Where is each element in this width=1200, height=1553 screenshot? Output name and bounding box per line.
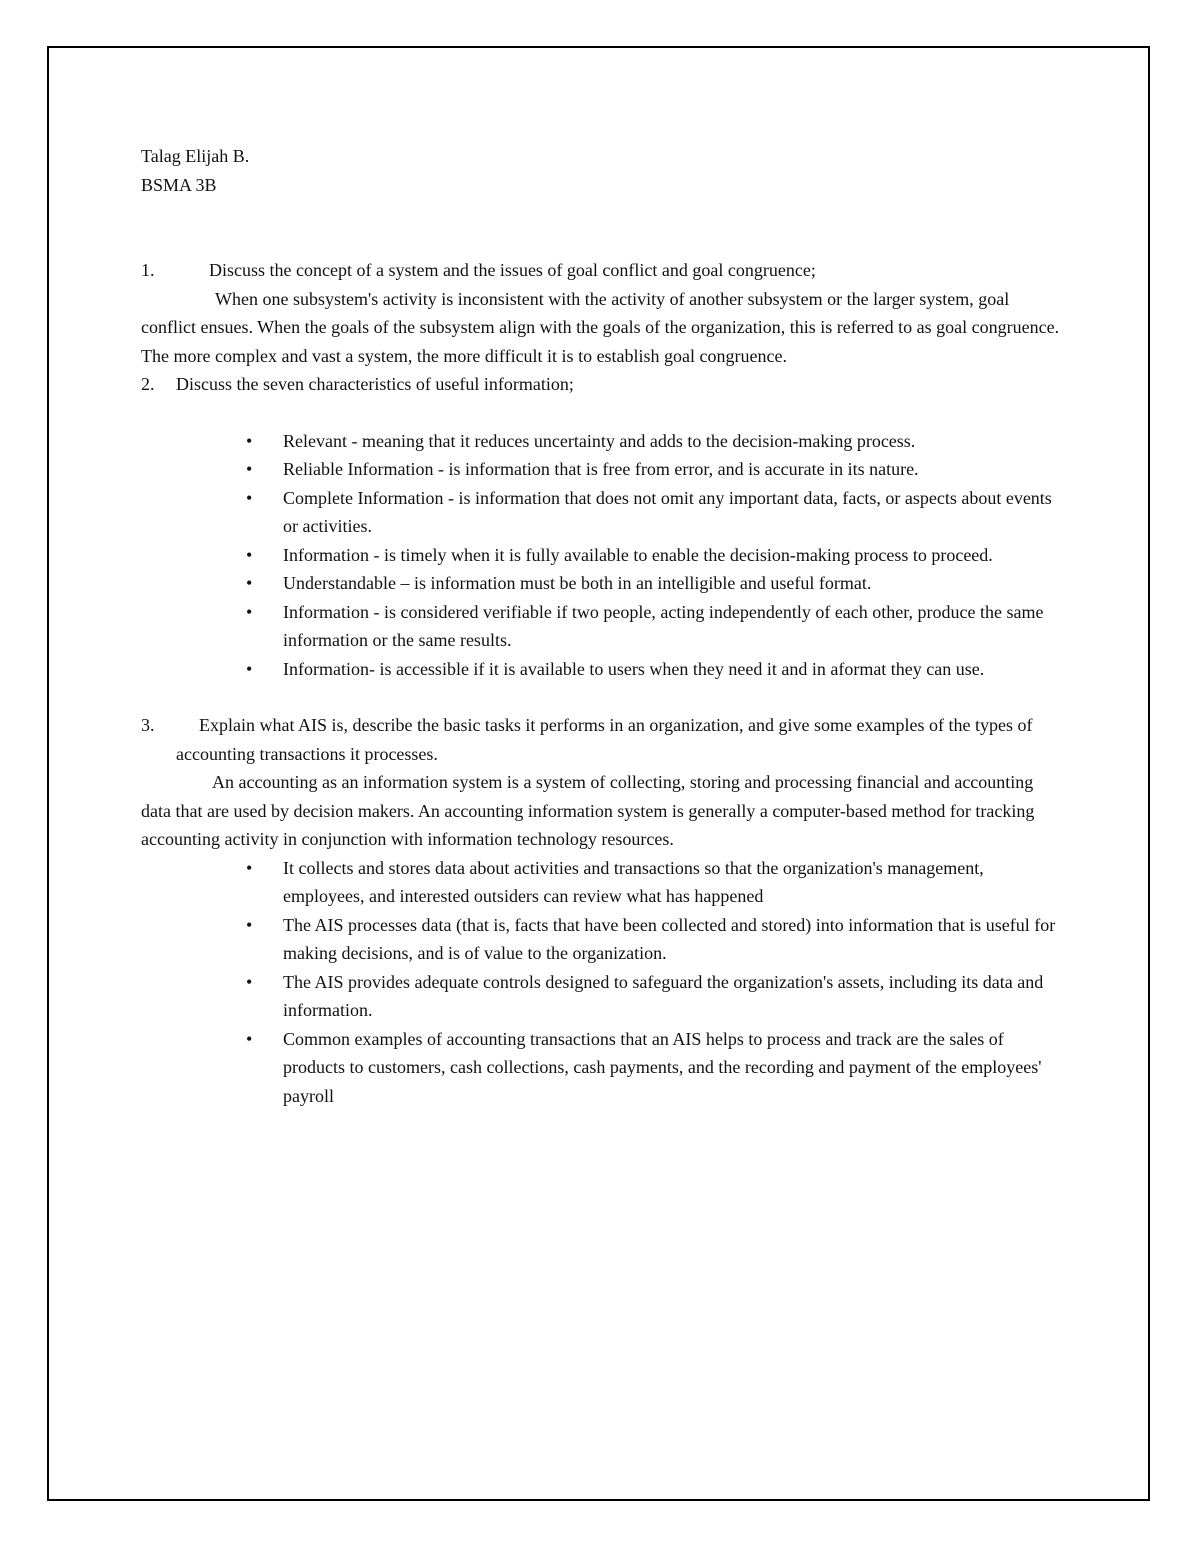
bullet-icon: •: [246, 1028, 253, 1049]
question-number: 1.: [141, 260, 155, 280]
student-section: BSMA 3B: [141, 174, 217, 195]
question-1: [141, 256, 1066, 285]
list-item: [246, 854, 1066, 911]
document-body: [141, 142, 1066, 1138]
list-item: [246, 598, 1066, 655]
answer-3-paragraph: An accounting as an information system is a system of collecting, storing and processing financial and accounting data that are used by decision makers. An accounting information system is generally a computer-based method for tracking accounting activity in conjunction with information technology resources.: [141, 772, 1035, 849]
bullet-icon: •: [246, 601, 253, 622]
list-item: [246, 968, 1066, 1025]
bullet-icon: •: [246, 487, 253, 508]
list-item: [246, 655, 1066, 684]
bullet-icon: •: [246, 573, 253, 593]
list-item-text: Reliable Information - is information that is free from error, and is accurate in its nature.: [283, 459, 919, 479]
bullet-icon: •: [246, 430, 253, 451]
list-item-text: Common examples of accounting transactions that an AIS helps to process and track are the sales of products to customers, cash collections, cash payments, and the recording and payment of the employees' payroll: [283, 1028, 1042, 1106]
answer-1-paragraph: When one subsystem's activity is inconsistent with the activity of another subsystem or the larger system, goal conflict ensues. When the goals of the subsystem align with the goals of the organization, this is referred to as goal congruence. The more complex and vast a system, the more difficult it is to establish goal congruence.: [141, 288, 1060, 366]
list-item: [246, 541, 1066, 570]
bullet-icon: •: [246, 658, 253, 679]
question-number: 3.: [141, 715, 155, 735]
ais-tasks-list: [141, 854, 1066, 1111]
bullet-icon: •: [246, 544, 253, 565]
question-text: Discuss the concept of a system and the issues of goal conflict and goal congruence;: [209, 260, 816, 280]
bullet-icon: •: [246, 914, 253, 935]
list-item: [246, 427, 1066, 456]
list-item: [246, 569, 1066, 598]
student-info: [141, 142, 1066, 199]
question-3: [141, 711, 1066, 768]
list-item: [246, 1025, 1066, 1111]
list-item-text: It collects and stores data about activities and transactions so that the organization's management, employees, and interested outsiders can review what has happened: [283, 857, 984, 906]
bullet-icon: •: [246, 459, 253, 479]
student-name: Talag Elijah B.: [141, 146, 250, 166]
list-item-text: Information - is considered verifiable if two people, acting independently of each other, produce the same information or the same results.: [283, 601, 1044, 650]
list-item-text: Relevant - meaning that it reduces uncertainty and adds to the decision-making process.: [283, 430, 916, 451]
list-item: [246, 911, 1066, 968]
list-item-text: Understandable – is information must be both in an intelligible and useful format.: [283, 573, 872, 593]
question-2: [141, 370, 1066, 399]
question-text: Discuss the seven characteristics of useful information;: [176, 374, 574, 394]
list-item-text: Information- is accessible if it is available to users when they need it and in aformat they can use.: [283, 658, 985, 679]
bullet-icon: •: [246, 971, 253, 992]
list-item-text: The AIS provides adequate controls designed to safeguard the organization's assets, including its data and information.: [283, 971, 1044, 1020]
characteristics-list: [141, 427, 1066, 684]
bullet-icon: •: [246, 857, 253, 878]
question-number: 2.: [141, 374, 155, 394]
question-text: Explain what AIS is, describe the basic tasks it performs in an organization, and give some examples of the types of accounting transactions it processes.: [176, 715, 1033, 764]
list-item: [246, 455, 1066, 484]
list-item: [246, 484, 1066, 541]
list-item-text: Information - is timely when it is fully available to enable the decision-making process to proceed.: [283, 544, 993, 565]
list-item-text: The AIS processes data (that is, facts that have been collected and stored) into information that is useful for making decisions, and is of value to the organization.: [283, 914, 1056, 963]
list-item-text: Complete Information - is information that does not omit any important data, facts, or aspects about events or activities.: [283, 487, 1052, 536]
